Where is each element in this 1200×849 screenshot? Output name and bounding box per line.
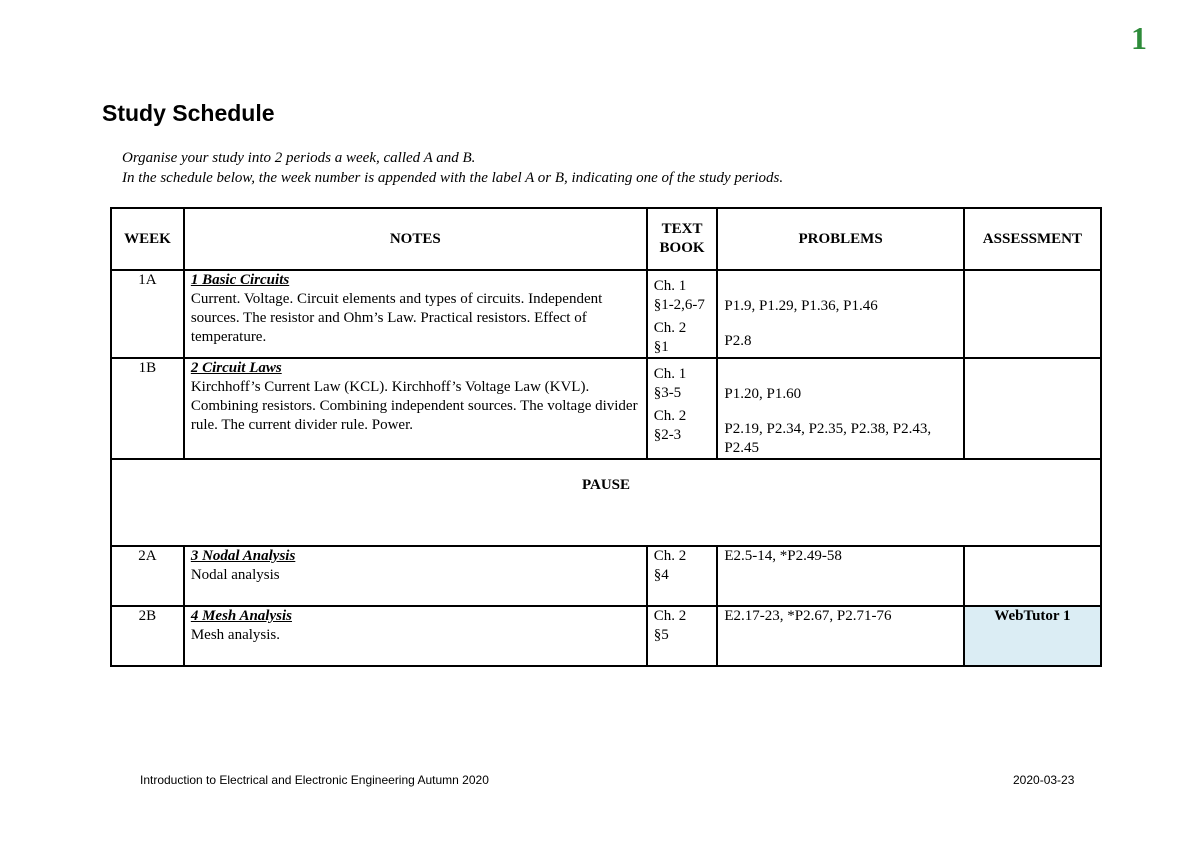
assessment-cell	[964, 358, 1101, 459]
problems-cell	[717, 358, 963, 459]
assessment-webtutor-badge: WebTutor 1	[964, 606, 1101, 666]
topic-title: 2 Circuit Laws	[190, 360, 282, 376]
notes-text: Mesh analysis.	[190, 627, 281, 643]
study-schedule-table	[110, 207, 1102, 667]
pause-row	[111, 459, 1101, 546]
page-number: 1	[1131, 20, 1147, 56]
textbook-section: §1	[653, 339, 669, 355]
textbook-chapter: Ch. 1	[653, 366, 687, 382]
textbook-section: §1-2,6-7	[653, 297, 705, 313]
problems-text: P1.20, P1.60	[724, 386, 802, 402]
problems-text: P2.19, P2.34, P2.35, P2.38, P2.43, P2.45	[724, 421, 932, 456]
problems-text: P2.8	[724, 333, 752, 349]
intro-line-1: Organise your study into 2 periods a week, called A and B.	[122, 150, 476, 166]
assessment-cell	[964, 546, 1101, 606]
problems-cell	[717, 546, 963, 606]
problems-text: E2.5-14, *P2.49-58	[724, 548, 842, 564]
page-title: Study Schedule	[102, 100, 275, 126]
notes-cell	[184, 546, 647, 606]
notes-cell	[184, 606, 647, 666]
problems-text: E2.17-23, *P2.67, P2.71-76	[724, 608, 892, 624]
problems-cell	[717, 606, 963, 666]
problems-cell	[717, 270, 963, 358]
textbook-chapter: Ch. 2	[653, 608, 687, 624]
textbook-section: §3-5	[653, 385, 682, 401]
table-row	[111, 358, 1101, 459]
header-week: WEEK	[111, 208, 184, 270]
notes-cell	[184, 270, 647, 358]
table-row	[111, 546, 1101, 606]
pause-label: PAUSE	[111, 459, 1101, 546]
textbook-cell	[647, 270, 718, 358]
week-cell: 1A	[111, 270, 184, 358]
textbook-cell	[647, 606, 718, 666]
textbook-section: §4	[653, 567, 669, 583]
notes-text: Nodal analysis	[190, 567, 280, 583]
header-problems: PROBLEMS	[717, 208, 963, 270]
intro-line-2: In the schedule below, the week number is appended with the label A or B, indicating one of the study periods.	[122, 170, 784, 186]
textbook-section: §2-3	[653, 427, 682, 443]
footer-date: 2020-03-23	[1013, 773, 1075, 787]
table-row	[111, 606, 1101, 666]
textbook-chapter: Ch. 2	[653, 320, 687, 336]
header-assessment: ASSESSMENT	[964, 208, 1101, 270]
textbook-chapter: Ch. 2	[653, 408, 687, 424]
textbook-chapter: Ch. 2	[653, 548, 687, 564]
assessment-cell	[964, 270, 1101, 358]
topic-title: 1 Basic Circuits	[190, 272, 290, 288]
textbook-cell	[647, 546, 718, 606]
notes-cell	[184, 358, 647, 459]
header-textbook: TEXT BOOK	[647, 208, 718, 270]
problems-text: P1.9, P1.29, P1.36, P1.46	[724, 298, 878, 314]
notes-text: Kirchhoff’s Current Law (KCL). Kirchhoff’s Voltage Law (KVL). Combining resistors. Combining independent sources. The voltage divider rule. The current divider rule. Power.	[190, 379, 638, 433]
table-row	[111, 270, 1101, 358]
topic-title: 3 Nodal Analysis	[190, 548, 296, 564]
week-cell: 2A	[111, 546, 184, 606]
table-header-row	[111, 208, 1101, 270]
textbook-section: §5	[653, 627, 669, 643]
textbook-cell	[647, 358, 718, 459]
header-notes: NOTES	[184, 208, 647, 270]
week-cell: 1B	[111, 358, 184, 459]
intro-text	[122, 148, 783, 188]
topic-title: 4 Mesh Analysis	[190, 608, 292, 624]
week-cell: 2B	[111, 606, 184, 666]
footer-course-title: Introduction to Electrical and Electronic Engineering Autumn 2020	[140, 773, 489, 787]
notes-text: Current. Voltage. Circuit elements and types of circuits. Independent sources. The resistor and Ohm’s Law. Practical resistors. Effect of temperature.	[190, 291, 603, 345]
textbook-chapter: Ch. 1	[653, 278, 687, 294]
